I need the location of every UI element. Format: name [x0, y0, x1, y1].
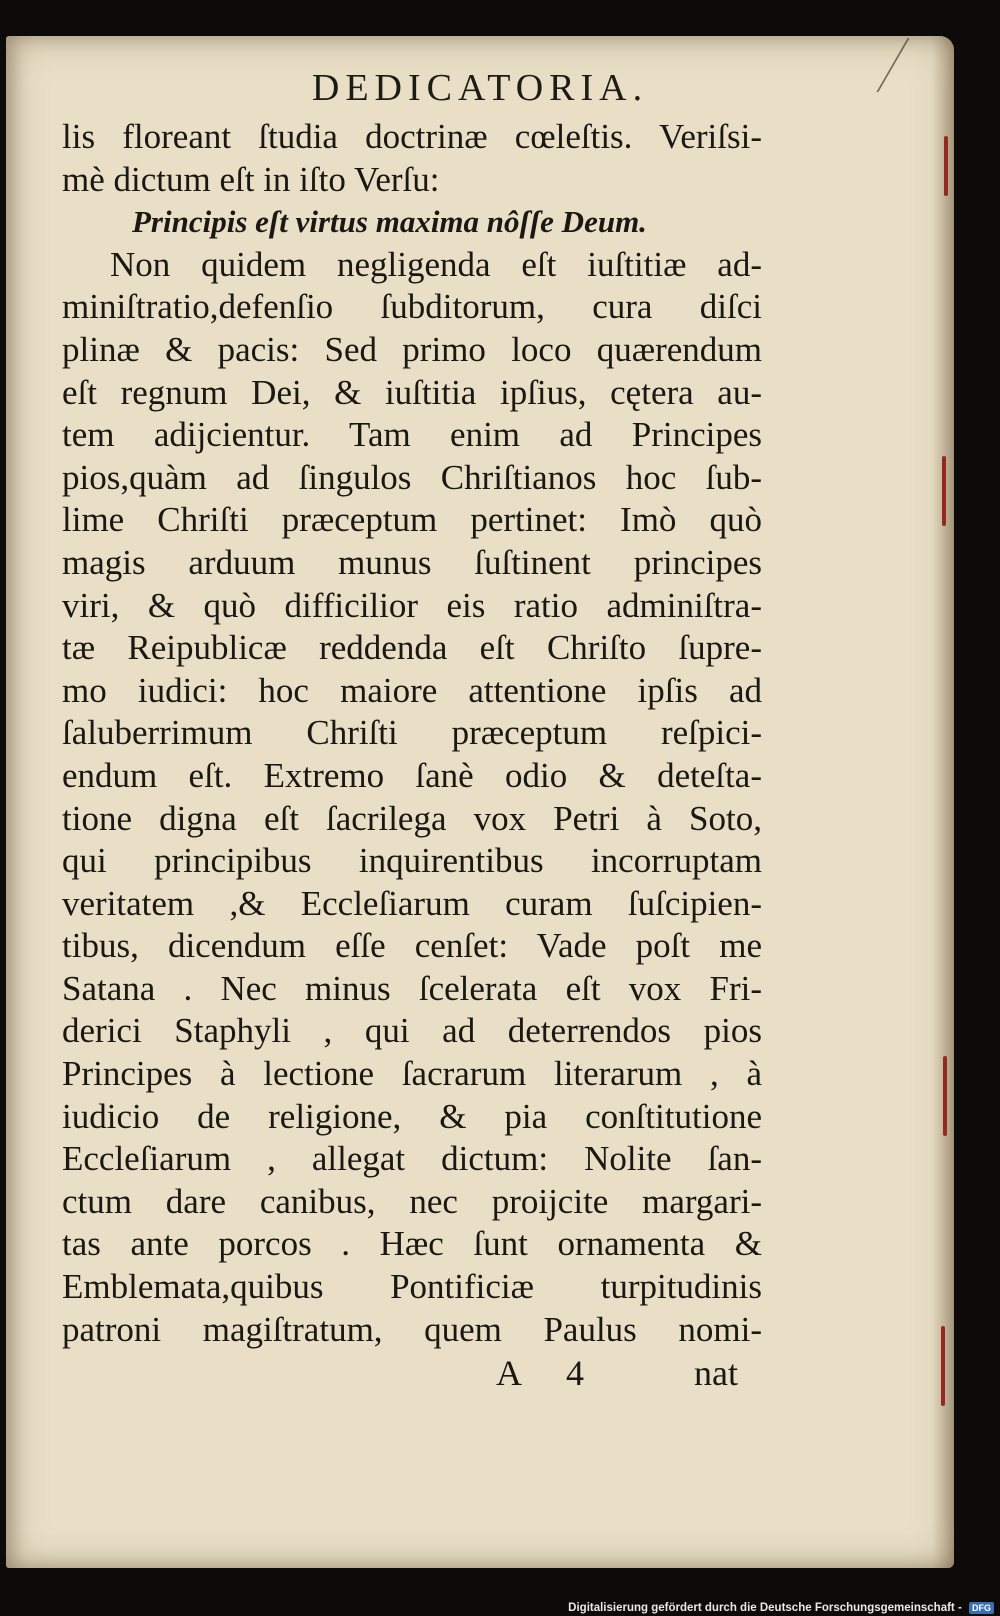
dfg-logo: DFG — [969, 1602, 994, 1614]
digitization-credit — [568, 1602, 994, 1614]
text-line: Non quidem negligenda eſt iuſtitiæ ad- — [110, 244, 762, 284]
text-line: patroni magiſtratum, quem Paulus nomi- — [62, 1309, 762, 1349]
text-line: lime Chriſti præceptum pertinet: Imò quò — [62, 500, 762, 540]
text-line: ſaluberrimum Chriſti præceptum reſpici- — [62, 713, 762, 753]
text-line: tem adijcientur. Tam enim ad Principes — [62, 415, 762, 455]
text-line: endum eſt. Extremo ſanè odio & deteſta- — [62, 755, 762, 795]
text-line: lis floreant ſtudia doctrinæ cœleſtis. Veriſsi- — [62, 117, 762, 156]
text-line: viri, & quò difficilior eis ratio adminiſtra- — [62, 585, 762, 625]
signature-mark: A — [496, 1353, 522, 1393]
text-line: ctum dare canibus, nec proijcite margari- — [62, 1181, 762, 1221]
text-line: magis arduum munus ſuſtinent principes — [62, 542, 762, 582]
book-page — [6, 36, 954, 1568]
text-line: eſt regnum Dei, & iuſtitia ipſius, cętera au- — [62, 372, 762, 412]
text-line: Principes à lectione ſacrarum literarum , à — [62, 1054, 762, 1094]
text-line: mo iudici: hoc maiore attentione ipſis ad — [62, 670, 762, 710]
running-title: DEDICATORIA. — [311, 67, 649, 109]
catchword: nat — [694, 1353, 738, 1393]
text-line: pios,quàm ad ſingulos Chriſtianos hoc ſub- — [62, 457, 762, 497]
text-line: tibus, dicendum eſſe cenſet: Vade poſt me — [62, 926, 762, 966]
text-line: plinæ & pacis: Sed primo loco quærendum — [62, 329, 762, 369]
text-line: Emblemata,quibus Pontificiæ turpitudinis — [62, 1267, 762, 1307]
text-line: mè dictum eſt in iſto Verſu: — [62, 159, 440, 199]
red-edge-mark — [944, 136, 948, 196]
text-line: tas ante porcos . Hæc ſunt ornamenta & — [62, 1224, 762, 1264]
text-line: qui principibus inquirentibus incorruptam — [62, 841, 762, 881]
red-edge-mark — [942, 456, 946, 526]
signature-number: 4 — [566, 1353, 584, 1393]
red-edge-mark — [943, 1056, 947, 1136]
text-line: iudicio de religione, & pia conſtitutione — [62, 1096, 762, 1136]
body-text — [62, 116, 762, 1351]
signature-line — [6, 1352, 954, 1412]
credit-text: Digitalisierung gefördert durch die Deutsche Forschungsgemeinschaft - — [568, 1602, 962, 1614]
verse-line: Principis eſt virtus maxima nôſſe Deum. — [132, 204, 647, 240]
text-line: tione digna eſt ſacrilega vox Petri à Soto, — [62, 798, 762, 838]
text-line: derici Staphyli , qui ad deterrendos pios — [62, 1011, 762, 1051]
red-edge-mark — [941, 1326, 945, 1406]
text-line: tæ Reipublicæ reddenda eſt Chriſto ſupre- — [62, 628, 762, 668]
text-line: veritatem ,& Eccleſiarum curam ſuſcipien- — [62, 883, 762, 923]
text-line: miniſtratio,defenſio ſubditorum, cura diſci — [62, 287, 762, 327]
text-line: Eccleſiarum , allegat dictum: Nolite ſan- — [62, 1139, 762, 1179]
text-line: Satana . Nec minus ſcelerata eſt vox Fri- — [62, 968, 762, 1008]
